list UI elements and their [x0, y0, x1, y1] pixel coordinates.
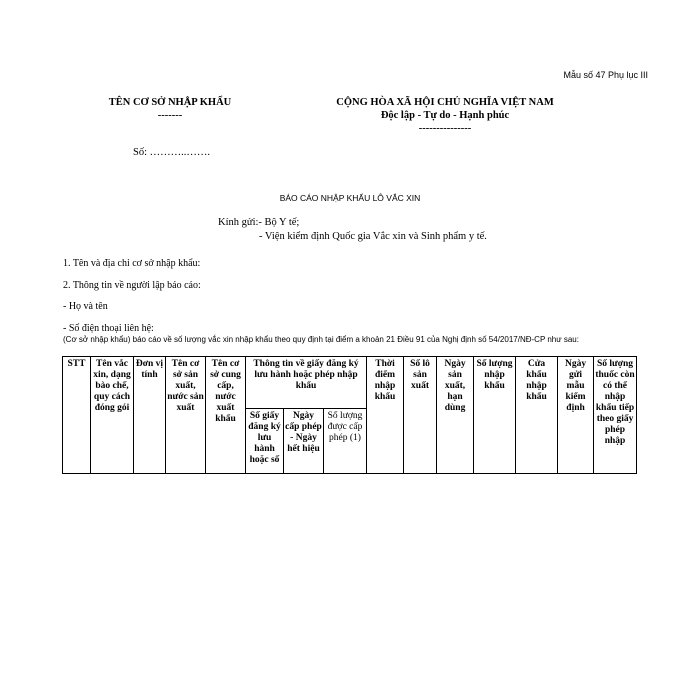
field-fullname: - Họ và tên	[63, 301, 108, 312]
sub-license-qty: Số lượng được cấp phép (1)	[324, 409, 367, 474]
col-import-time: Thời điểm nhập khẩu	[367, 357, 404, 474]
field-address: 1. Tên và địa chỉ cơ sở nhập khẩu:	[63, 258, 201, 269]
report-table	[62, 356, 637, 474]
recipients	[218, 216, 487, 244]
recipient-line-1: Kính gửi:- Bộ Y tế;	[218, 217, 300, 228]
col-manufacturer: Tên cơ sở sản xuất, nước sản xuất	[166, 357, 206, 474]
col-sample-date: Ngày gửi mẫu kiểm định	[558, 357, 594, 474]
col-dates: Ngày sản xuất, hạn dùng	[437, 357, 474, 474]
form-number: Mẫu số 47 Phụ lục III	[563, 70, 648, 80]
col-supplier: Tên cơ sở cung cấp, nước xuất khẩu	[206, 357, 246, 474]
report-title: BÁO CÁO NHẬP KHẨU LÔ VẮC XIN	[279, 193, 421, 203]
sub-license-date: Ngày cấp phép - Ngày hết hiệu	[284, 409, 324, 474]
col-lot: Số lô sản xuất	[404, 357, 437, 474]
nation-block	[320, 96, 570, 135]
col-import-qty: Số lượng nhập khẩu	[474, 357, 516, 474]
nation-name: CỘNG HÒA XÃ HỘI CHỦ NGHĨA VIỆT NAM	[336, 97, 554, 108]
col-vaccine-name: Tên vắc xin, dạng bào chế, quy cách đóng gói	[91, 357, 134, 474]
field-reporter: 2. Thông tin về người lập báo cáo:	[63, 279, 201, 291]
motto-rule: ---------------	[418, 123, 472, 134]
field-phone: - Số điện thoại liên hệ:	[63, 322, 154, 334]
col-remaining: Số lượng thuốc còn có thể nhập khẩu tiếp theo giấy phép nhập	[594, 357, 637, 474]
org-block	[95, 96, 245, 122]
sub-license-no: Số giấy đăng ký lưu hành hoặc số	[246, 409, 284, 474]
col-port: Cửa khẩu nhập khẩu	[516, 357, 558, 474]
col-license-group: Thông tin về giấy đăng ký lưu hành hoặc phép nhập khẩu	[246, 357, 367, 409]
doc-number: Số: ………..…….	[133, 147, 211, 158]
col-stt: STT	[63, 357, 91, 474]
motto: Độc lập - Tự do - Hạnh phúc	[380, 110, 510, 121]
org-rule: -------	[157, 110, 183, 121]
recipient-line-2: - Viện kiểm định Quốc gia Vắc xin và Sinh phẩm y tế.	[259, 231, 487, 242]
info-fields	[63, 253, 201, 339]
org-name: TÊN CƠ SỞ NHẬP KHẨU	[108, 97, 232, 108]
report-note: (Cơ sở nhập khẩu) báo cáo về số lượng vắc xin nhập khẩu theo quy định tại điểm a khoản 21 Điều 91 của Nghị định số 54/2017/NĐ-CP như sau:	[63, 335, 579, 344]
col-unit: Đơn vị tính	[134, 357, 166, 474]
